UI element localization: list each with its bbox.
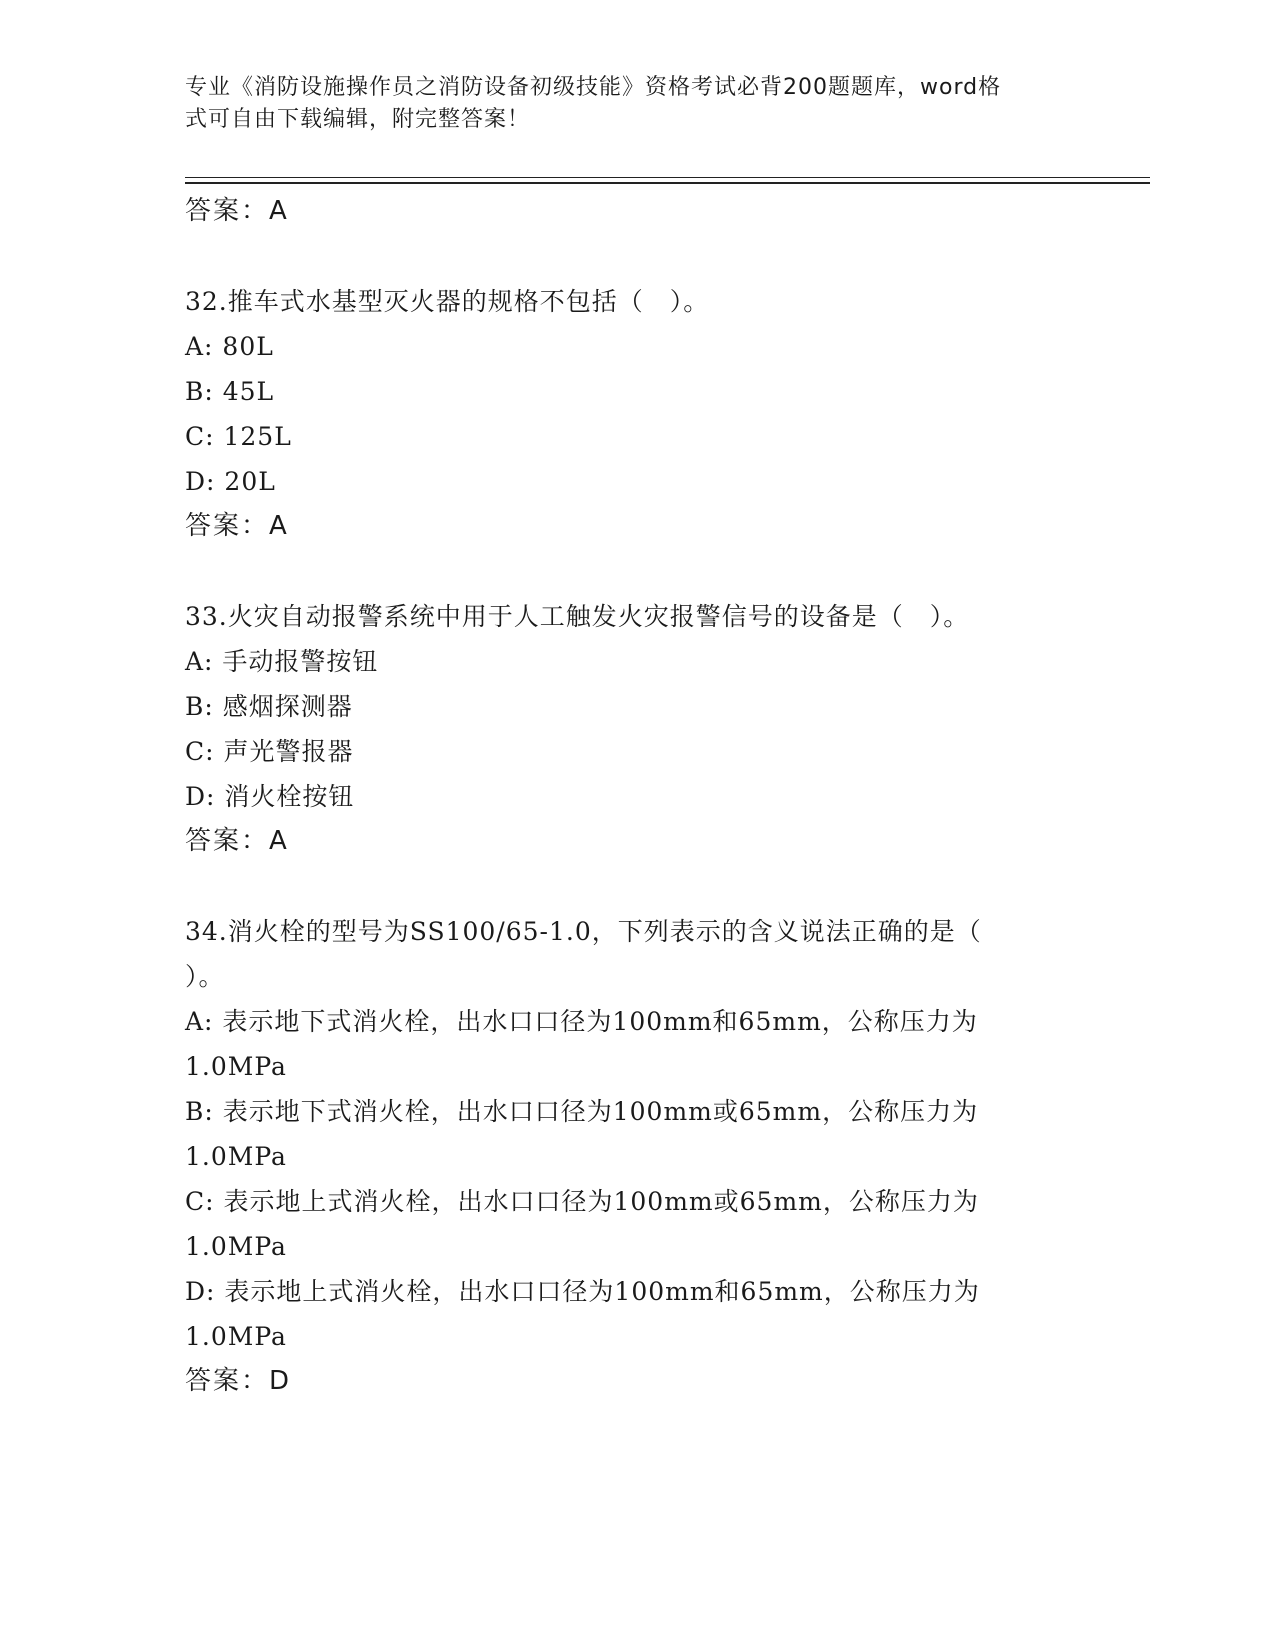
header-divider-thin <box>185 177 1150 178</box>
option-d: D: 消火栓按钮 <box>185 782 355 811</box>
option-d: D: 20L <box>185 467 276 496</box>
answer: 答案：A <box>185 511 289 541</box>
document-body <box>185 189 1085 1404</box>
question-34 <box>185 909 1085 1404</box>
option-b: B: 感烟探测器 <box>185 692 353 721</box>
answer: 答案：D <box>185 1366 292 1396</box>
question-32 <box>185 279 1085 549</box>
previous-answer: 答案：A <box>185 196 289 226</box>
option-c: C: 声光警报器 <box>185 737 354 766</box>
option-d-line-1: D: 表示地上式消火栓，出水口口径为100mm和65mm，公称压力为 <box>185 1277 980 1306</box>
option-b-line-1: B: 表示地下式消火栓，出水口口径为100mm或65mm，公称压力为 <box>185 1097 979 1126</box>
question-stem: 32.推车式水基型灭火器的规格不包括（ ）。 <box>185 287 710 316</box>
spacer <box>185 234 1085 279</box>
option-c-line-1: C: 表示地上式消火栓，出水口口径为100mm或65mm，公称压力为 <box>185 1187 979 1216</box>
header-line-2: 式可自由下载编辑，附完整答案！ <box>185 107 531 132</box>
question-stem-line-2: ）。 <box>185 962 225 991</box>
option-a: A: 手动报警按钮 <box>185 647 379 676</box>
option-a: A: 80L <box>185 332 274 361</box>
option-a-line-2: 1.0MPa <box>185 1052 287 1081</box>
option-d-line-2: 1.0MPa <box>185 1322 287 1351</box>
option-c-line-2: 1.0MPa <box>185 1232 287 1261</box>
spacer <box>185 549 1085 594</box>
option-a-line-1: A: 表示地下式消火栓，出水口口径为100mm和65mm，公称压力为 <box>185 1007 978 1036</box>
document-header <box>185 72 1065 136</box>
spacer <box>185 864 1085 909</box>
option-b-line-2: 1.0MPa <box>185 1142 287 1171</box>
question-stem: 33.火灾自动报警系统中用于人工触发火灾报警信号的设备是（ ）。 <box>185 602 970 631</box>
header-divider-thick <box>185 182 1150 184</box>
question-33 <box>185 594 1085 864</box>
option-b: B: 45L <box>185 377 275 406</box>
question-stem-line-1: 34.消火栓的型号为SS100/65-1.0，下列表示的含义说法正确的是（ <box>185 917 982 946</box>
answer: 答案：A <box>185 826 289 856</box>
header-line-1: 专业《消防设施操作员之消防设备初级技能》资格考试必背200题题库，word格 <box>185 75 1002 100</box>
option-c: C: 125L <box>185 422 292 451</box>
